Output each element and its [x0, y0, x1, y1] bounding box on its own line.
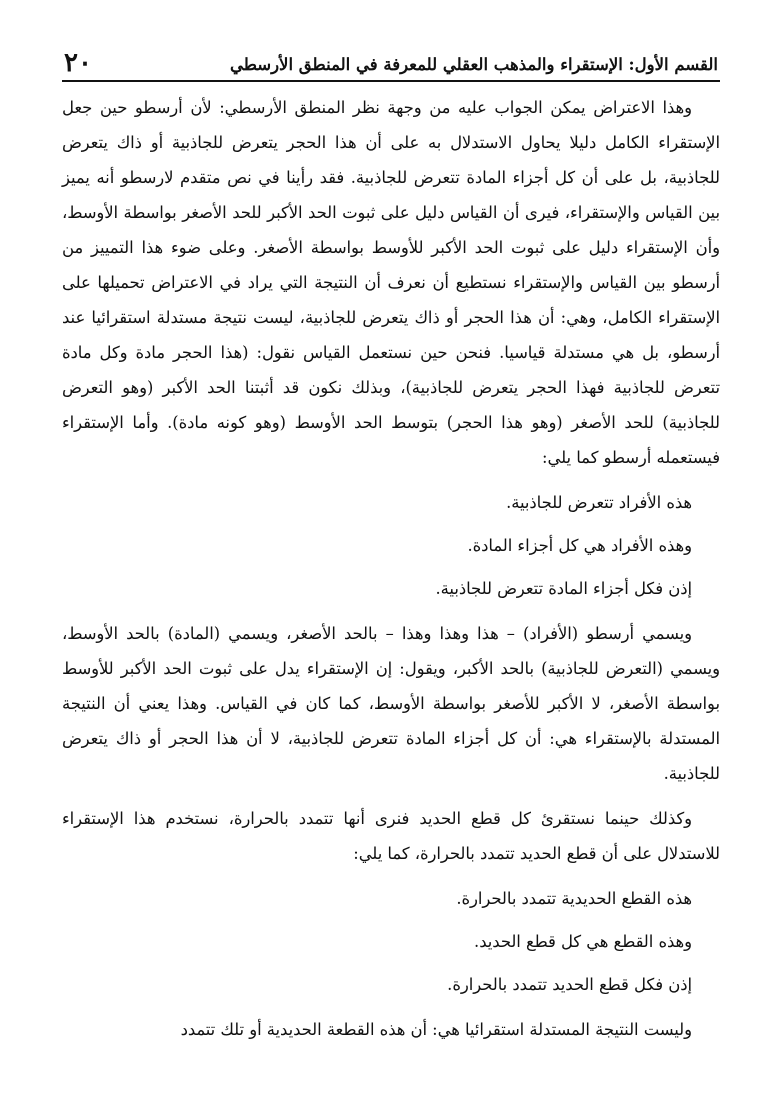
paragraph-2: ويسمي أرسطو (الأفراد) – هذا وهذا وهذا – بالحد الأصغر، ويسمي (المادة) بالحد الأوسط، ويسمي (التعرض للجاذبية) بالحد الأكبر، ويقول: إن الإستقراء يدل على ثبوت الحد الأكبر للأوسط بواسطة الأصغر، لا الأكبر للأصغر بواسطة الأوسط، كما كان في القياس. وهذا يعني أن النتيجة المستدلة بالإستقراء هي: أن كل أجزاء المادة تتعرض للجاذبية، لا أن هذا الحجر أو ذاك يتعرض للجاذبية. [62, 624, 720, 783]
syllogism-1-line-3: إذن فكل أجزاء المادة تتعرض للجاذبية. [435, 579, 692, 598]
book-page [62, 38, 720, 1047]
paragraph-4: وليست النتيجة المستدلة استقرائيا هي: أن هذه القطعة الحديدية أو تلك تتمدد [180, 1020, 692, 1039]
syllogism-2-line-1: هذه القطع الحديدية تتمدد بالحرارة. [456, 889, 692, 908]
paragraph-1: وهذا الاعتراض يمكن الجواب عليه من وجهة نظر المنطق الأرسطي: لأن أرسطو حين جعل الإستقراء الكامل دليلا يحاول الاستدلال به على أن هذا الحجر يتعرض للجاذبية أو ذاك يتعرض للجاذبية، بل على أن كل أجزاء المادة تتعرض للجاذبية. فقد رأينا في نص متقدم لارسطو أنه يميز بين القياس والإستقراء، فيرى أن القياس دليل على ثبوت الحد الأكبر للحد الأصغر بواسطة الأوسط، وأن الإستقراء دليل على ثبوت الحد الأكبر للأوسط بواسطة الأصغر. وعلى ضوء هذا التمييز من أرسطو بين القياس والإستقراء نستطيع أن نعرف أن النتيجة التي يراد في الاعتراض تحميلها على الإستقراء الكامل، وهي: أن هذا الحجر أو ذاك يتعرض للجاذبية، ليست نتيجة مستدلة استقرائيا عند أرسطو، بل هي مستدلة قياسيا. فنحن حين نستعمل القياس نقول: (هذا الحجر مادة وكل مادة تتعرض للجاذبية فهذا الحجر يتعرض للجاذبية)، وبذلك نكون قد أثبتنا الحد الأكبر (وهو التعرض للجاذبية) للحد الأصغر (وهو هذا الحجر) بتوسط الحد الأوسط (وهو كونه مادة). وأما الإستقراء فيستعمله أرسطو كما يلي: [62, 98, 720, 467]
paragraph-3: وكذلك حينما نستقرئ كل قطع الحديد فنرى أنها تتمدد بالحرارة، نستخدم هذا الإستقراء للاستدلال على أن قطع الحديد تتمدد بالحرارة، كما يلي: [62, 809, 720, 863]
page-number: ٢٠ [64, 48, 92, 78]
syllogism-1-line-2: وهذه الأفراد هي كل أجزاء المادة. [467, 536, 692, 555]
running-title: القسم الأول: الإستقراء والمذهب العقلي للمعرفة في المنطق الأرسطي [229, 55, 718, 74]
syllogism-2-line-2: وهذه القطع هي كل قطع الحديد. [474, 932, 692, 951]
syllogism-2-line-3: إذن فكل قطع الحديد تتمدد بالحرارة. [447, 975, 692, 994]
syllogism-1-line-1: هذه الأفراد تتعرض للجاذبية. [506, 493, 692, 512]
page-header [62, 38, 720, 82]
page-body [62, 90, 720, 1047]
